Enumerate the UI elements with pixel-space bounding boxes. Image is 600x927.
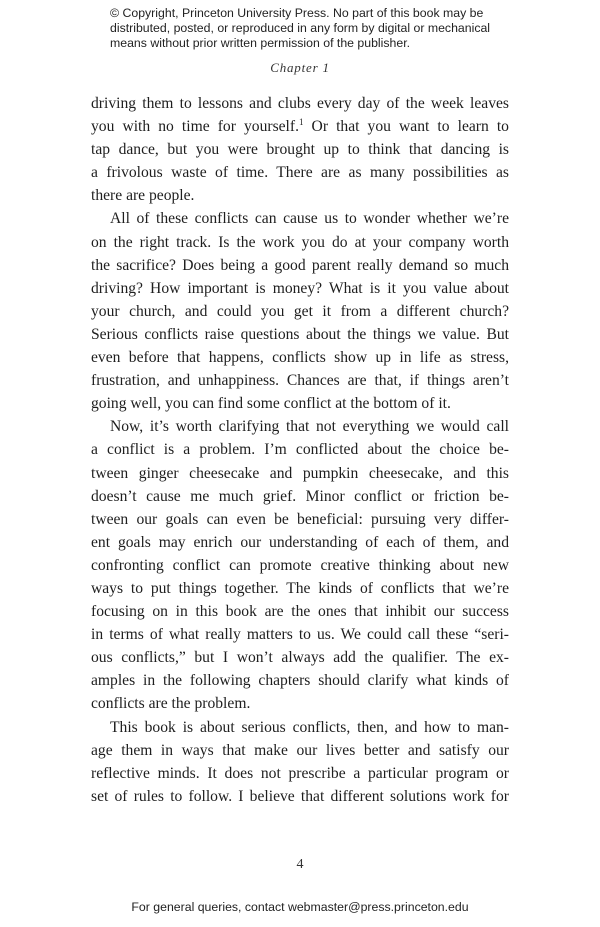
body-text: [91, 92, 509, 808]
copyright-line: distributed, posted, or reproduced in any form by digital or mechanical: [110, 21, 491, 35]
text-line: the sacrifice? Does being a good parent really demand so much: [91, 256, 509, 274]
text-line: your church, and could you get it from a different church?: [91, 302, 509, 320]
paragraph: [91, 207, 509, 415]
copyright-line: means without prior written permission of the publisher.: [110, 36, 411, 50]
text-line: age them in ways that make our lives better and satisfy our: [91, 741, 509, 759]
text-line: driving? How important is money? What is it you value about: [91, 279, 509, 297]
text-line: ways to put things together. The kinds of conflicts that we’re: [91, 579, 509, 597]
text-line: going well, you can find some conflict at the bottom of it.: [91, 395, 451, 413]
text-line: reflective minds. It does not prescribe a particular program or: [91, 764, 509, 782]
text-line: tap dance, but you were brought up to think that dancing is: [91, 141, 509, 159]
text-line: driving them to lessons and clubs every day of the week leaves: [91, 95, 509, 112]
text-line: ous conflicts,” but I won’t always add the qualifier. The ex-: [91, 649, 509, 667]
text-line: frustration, and unhappiness. Chances are that, if things aren’t: [91, 372, 509, 390]
paragraph: [91, 415, 509, 715]
text-line: This book is about serious conflicts, then, and how to man-: [110, 718, 509, 736]
footer-contact: For general queries, contact webmaster@press.princeton.edu: [131, 900, 469, 914]
text-line: there are people.: [91, 187, 195, 205]
text-line: focusing on in this book are the ones that inhibit our success: [91, 603, 509, 621]
text-line: Serious conflicts raise questions about the things we value. But: [91, 325, 509, 343]
text-line: All of these conflicts can cause us to wonder whether we’re: [110, 210, 509, 228]
text-line: tween our goals can even be beneficial: pursuing very differ-: [91, 510, 509, 528]
text-line: set of rules to follow. I believe that different solutions work for: [91, 787, 509, 805]
text-line: ent goals may enrich our understanding of each of them, and: [91, 533, 509, 551]
text-line: confronting conflict can promote creative thinking about new: [91, 556, 509, 574]
footnote-reference[interactable]: 1: [298, 117, 304, 128]
text-line-with-footnote: [91, 115, 509, 138]
text-line: on the right track. Is the work you do at your company worth: [91, 233, 509, 251]
text-segment: Or that you want to learn to: [303, 118, 509, 136]
text-line: amples in the following chapters should clarify what kinds of: [91, 672, 509, 690]
page-number: 4: [296, 857, 304, 872]
running-head: Chapter 1: [270, 60, 330, 75]
paragraph: [91, 92, 509, 207]
text-line: conflicts are the problem.: [91, 695, 251, 713]
text-line: in terms of what really matters to us. We could call these “seri-: [91, 626, 509, 644]
copyright-notice: [110, 6, 510, 51]
text-line: even before that happens, conflicts show up in life as stress,: [91, 349, 509, 367]
paragraph: [91, 716, 509, 808]
text-line: doesn’t cause me much grief. Minor conflict or friction be-: [91, 487, 509, 505]
text-line: tween ginger cheesecake and pumpkin cheesecake, and this: [91, 464, 509, 482]
text-line: Now, it’s worth clarifying that not everything we would call: [110, 418, 509, 436]
text-line: a frivolous waste of time. There are as many possibilities as: [91, 164, 509, 182]
copyright-line: © Copyright, Princeton University Press. No part of this book may be: [110, 6, 484, 20]
text-line: a conflict is a problem. I’m conflicted about the choice be-: [91, 441, 509, 459]
text-segment: you with no time for yourself.: [91, 118, 299, 136]
